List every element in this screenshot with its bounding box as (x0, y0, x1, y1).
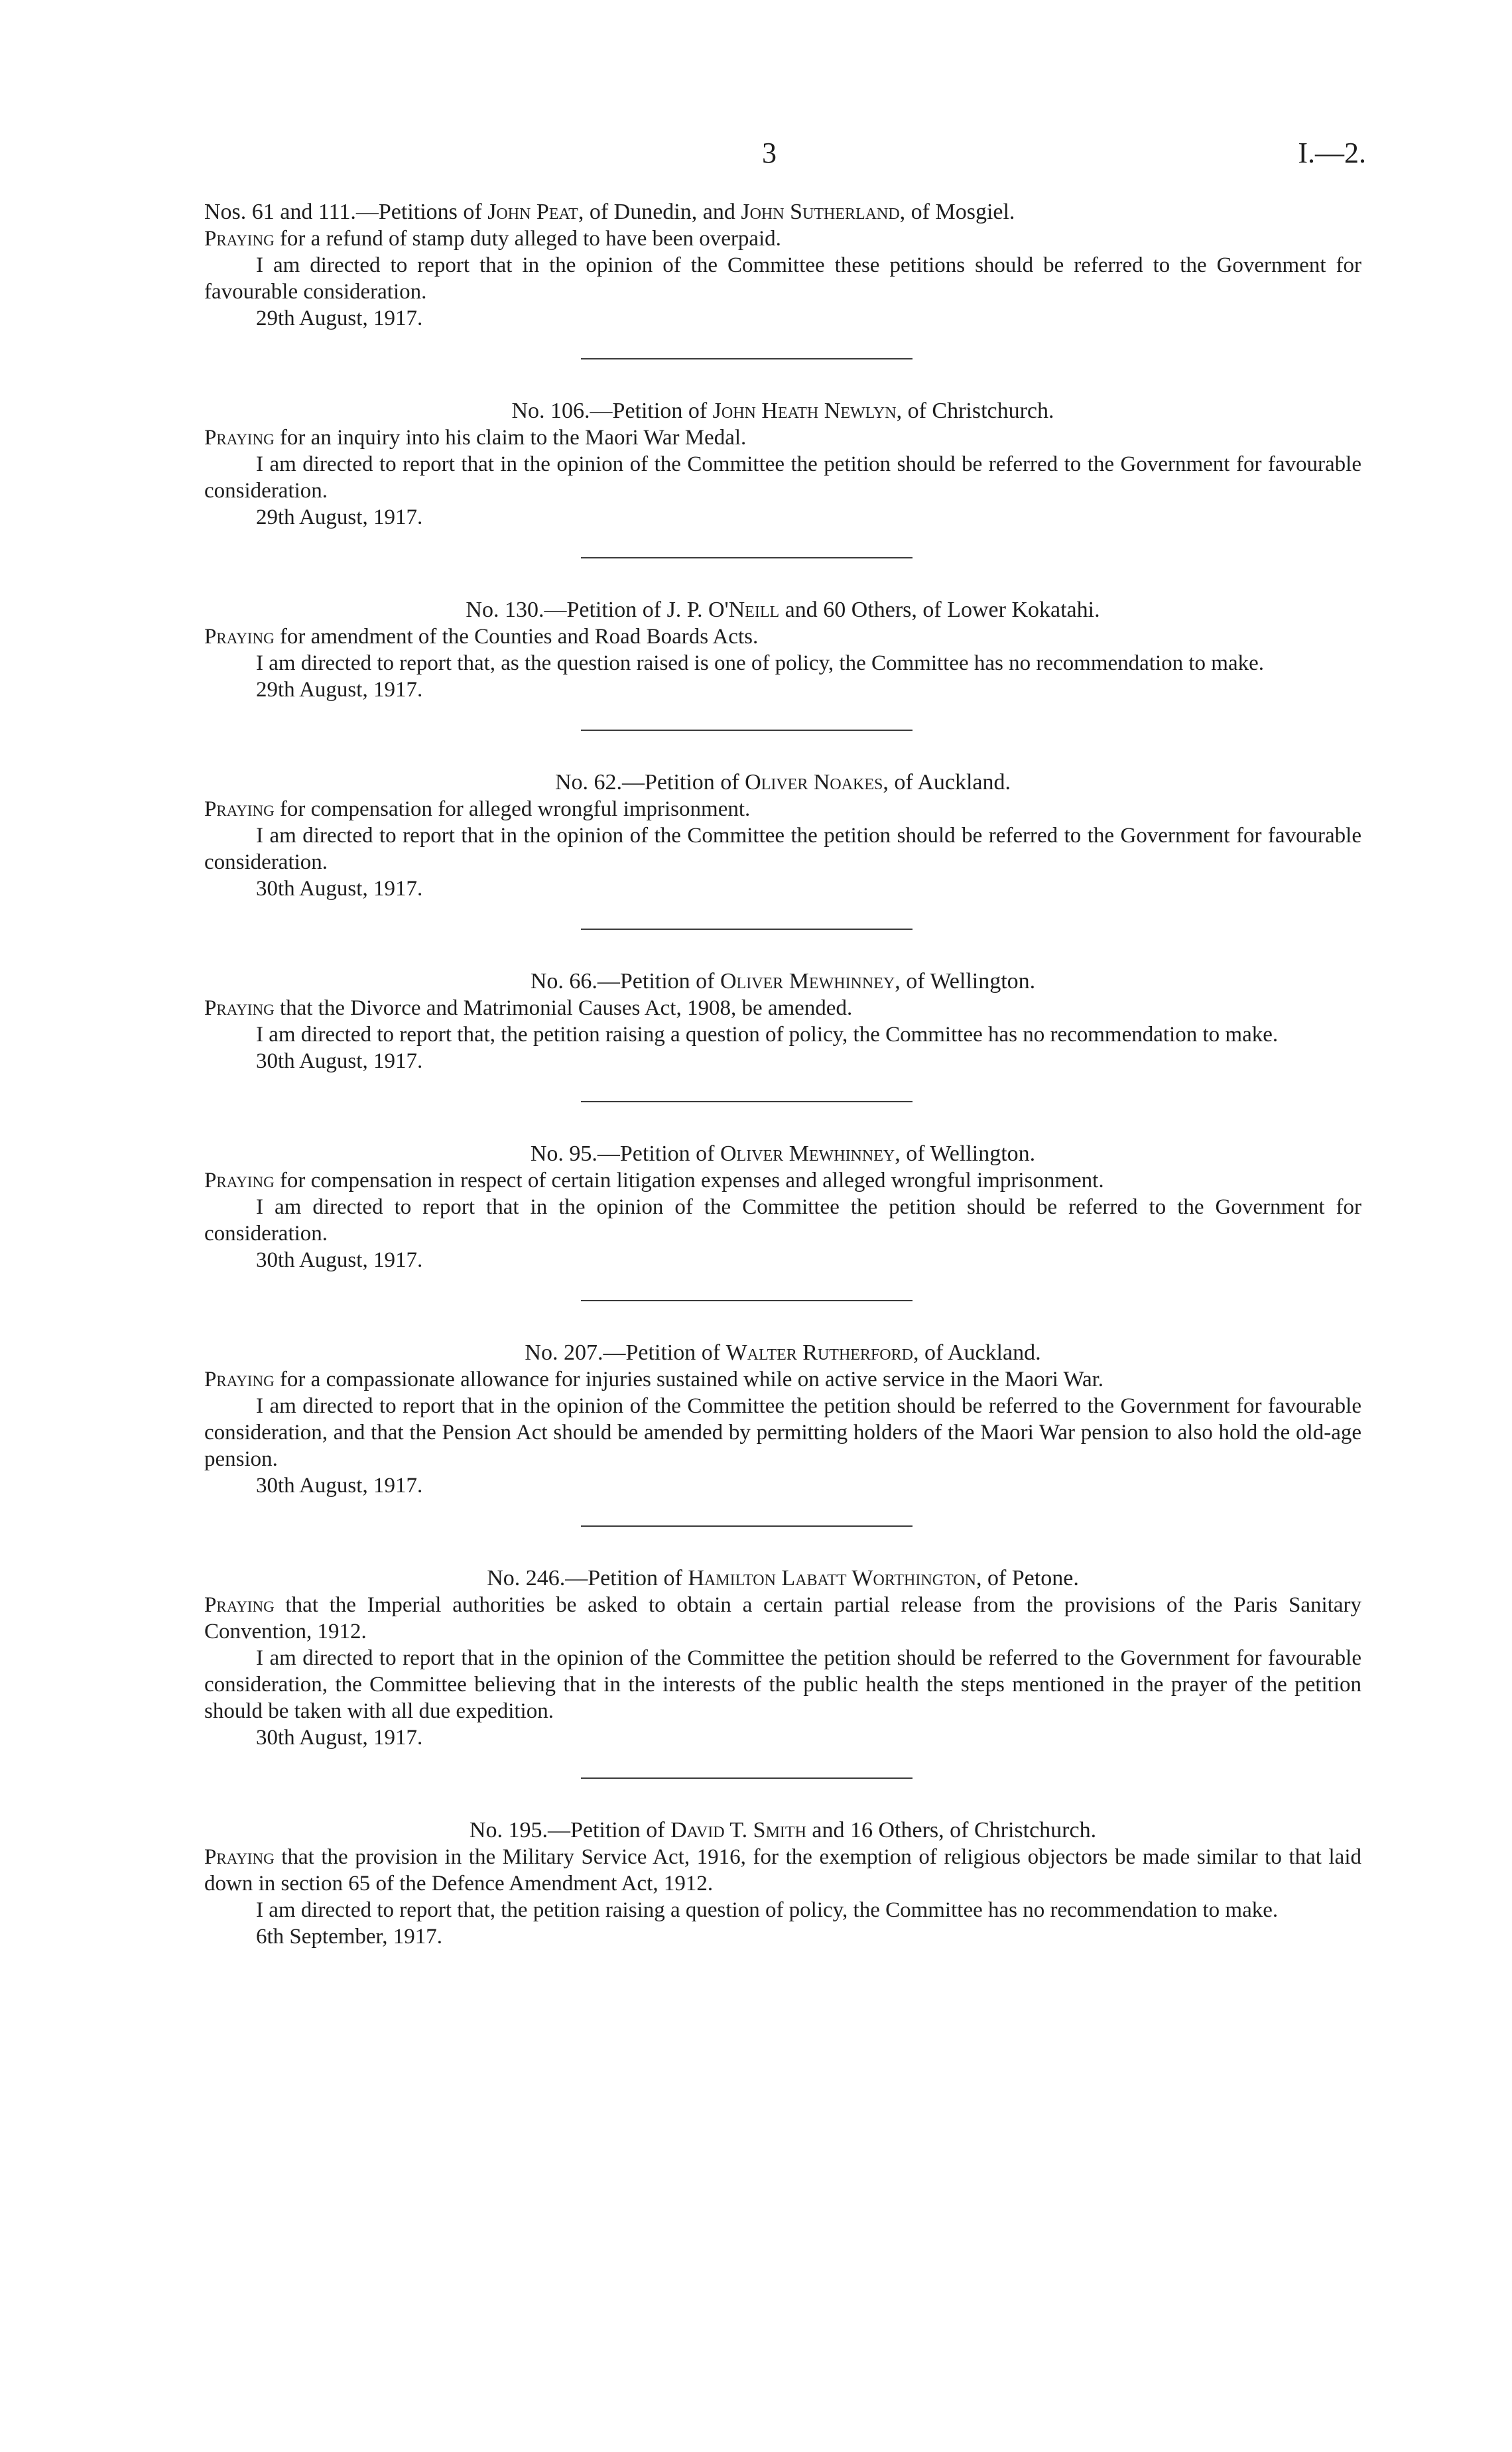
petition-entry (204, 968, 1361, 1074)
report-date: 30th August, 1917. (256, 1474, 423, 1498)
document-reference: I.—2. (1298, 137, 1366, 169)
petition-entry (204, 597, 1361, 703)
petition-title: No. 195.—Petition of David T. Smith and 16 Others, of Christchurch. (469, 1818, 1097, 1842)
report-date: 29th August, 1917. (256, 306, 423, 330)
petition-title: No. 246.—Petition of Hamilton Labatt Worthington, of Petone. (487, 1566, 1079, 1590)
petition-title: No. 95.—Petition of Oliver Mewhinney, of Wellington. (530, 1141, 1036, 1166)
petition-prayer: Praying that the Divorce and Matrimonial Causes Act, 1908, be amended. (204, 996, 853, 1020)
petition-prayer: Praying for amendment of the Counties and Road Boards Acts. (204, 625, 759, 649)
petition-title: No. 130.—Petition of J. P. O'Neill and 60 Others, of Lower Kokatahi. (466, 598, 1100, 622)
petition-prayer: Praying for a refund of stamp duty alleged to have been overpaid. (204, 227, 781, 251)
petition-entry (204, 1817, 1361, 1950)
section-divider (581, 929, 913, 930)
section-divider (581, 358, 913, 359)
committee-report: I am directed to report that, as the question raised is one of policy, the Committee has no recommendation to make. (256, 651, 1265, 675)
section-divider (581, 557, 913, 558)
petition-prayer: Praying for an inquiry into his claim to the Maori War Medal. (204, 426, 747, 450)
petitions-list (204, 199, 1361, 1950)
committee-report: I am directed to report that, the petition raising a question of policy, the Committee has no recommendation to make. (256, 1898, 1279, 1922)
petition-prayer: Praying for compensation for alleged wrongful imprisonment. (204, 797, 751, 821)
report-date: 30th August, 1917. (256, 1726, 423, 1750)
petition-title: No. 106.—Petition of John Heath Newlyn, of Christchurch. (511, 399, 1054, 423)
committee-report: I am directed to report that, the petition raising a question of policy, the Committee has no recommendation to make. (256, 1023, 1279, 1047)
petition-entry (204, 1141, 1361, 1273)
committee-report: I am directed to report that in the opinion of the Committee the petition should be referred to the Government for favourable consideration, and that the Pension Act should be amended by permitting holders of the Maori War pension to also hold the old-age pension. (204, 1394, 1361, 1471)
petition-title: No. 66.—Petition of Oliver Mewhinney, of Wellington. (530, 969, 1036, 994)
petition-title: Nos. 61 and 111.—Petitions of John Peat, of Dunedin, and John Sutherland, of Mosgiel. (204, 200, 1015, 224)
committee-report: I am directed to report that in the opinion of the Committee the petition should be referred to the Government for favourable consideration. (204, 824, 1361, 874)
report-date: 30th August, 1917. (256, 1248, 423, 1272)
petition-title: No. 62.—Petition of Oliver Noakes, of Auckland. (554, 770, 1011, 795)
report-date: 6th September, 1917. (256, 1925, 442, 1949)
report-date: 30th August, 1917. (256, 877, 423, 901)
petition-entry (204, 398, 1361, 531)
page-number: 3 (762, 137, 777, 169)
section-divider (581, 1101, 913, 1102)
committee-report: I am directed to report that in the opinion of the Committee the petition should be referred to the Government for favourable consideration. (204, 452, 1361, 503)
petition-entry (204, 769, 1361, 902)
committee-report: I am directed to report that in the opinion of the Committee the petition should be referred to the Government for consideration. (204, 1195, 1361, 1246)
petition-entry (204, 1340, 1361, 1499)
committee-report: I am directed to report that in the opinion of the Committee these petitions should be referred to the Government for favourable consideration. (204, 253, 1361, 304)
report-date: 29th August, 1917. (256, 678, 423, 702)
section-divider (581, 1777, 913, 1779)
section-divider (581, 1525, 913, 1527)
petition-title: No. 207.—Petition of Walter Rutherford, of Auckland. (525, 1340, 1041, 1365)
petition-entry (204, 199, 1361, 332)
petition-entry (204, 1565, 1361, 1751)
petition-prayer: Praying that the provision in the Military Service Act, 1916, for the exemption of religious objectors be made similar to that laid down in section 65 of the Defence Amendment Act, 1912. (204, 1845, 1361, 1896)
report-date: 29th August, 1917. (256, 505, 423, 529)
petition-prayer: Praying that the Imperial authorities be asked to obtain a certain partial release from the provisions of the Paris Sanitary Convention, 1912. (204, 1593, 1361, 1644)
section-divider (581, 730, 913, 731)
petition-prayer: Praying for a compassionate allowance for injuries sustained while on active service in the Maori War. (204, 1368, 1104, 1391)
committee-report: I am directed to report that in the opinion of the Committee the petition should be referred to the Government for favourable consideration, the Committee believing that in the interests of the public health the steps mentioned in the prayer of the petition should be taken with all due expedition. (204, 1646, 1361, 1723)
petition-prayer: Praying for compensation in respect of certain litigation expenses and alleged wrongful imprisonment. (204, 1169, 1104, 1193)
section-divider (581, 1300, 913, 1301)
report-date: 30th August, 1917. (256, 1049, 423, 1073)
